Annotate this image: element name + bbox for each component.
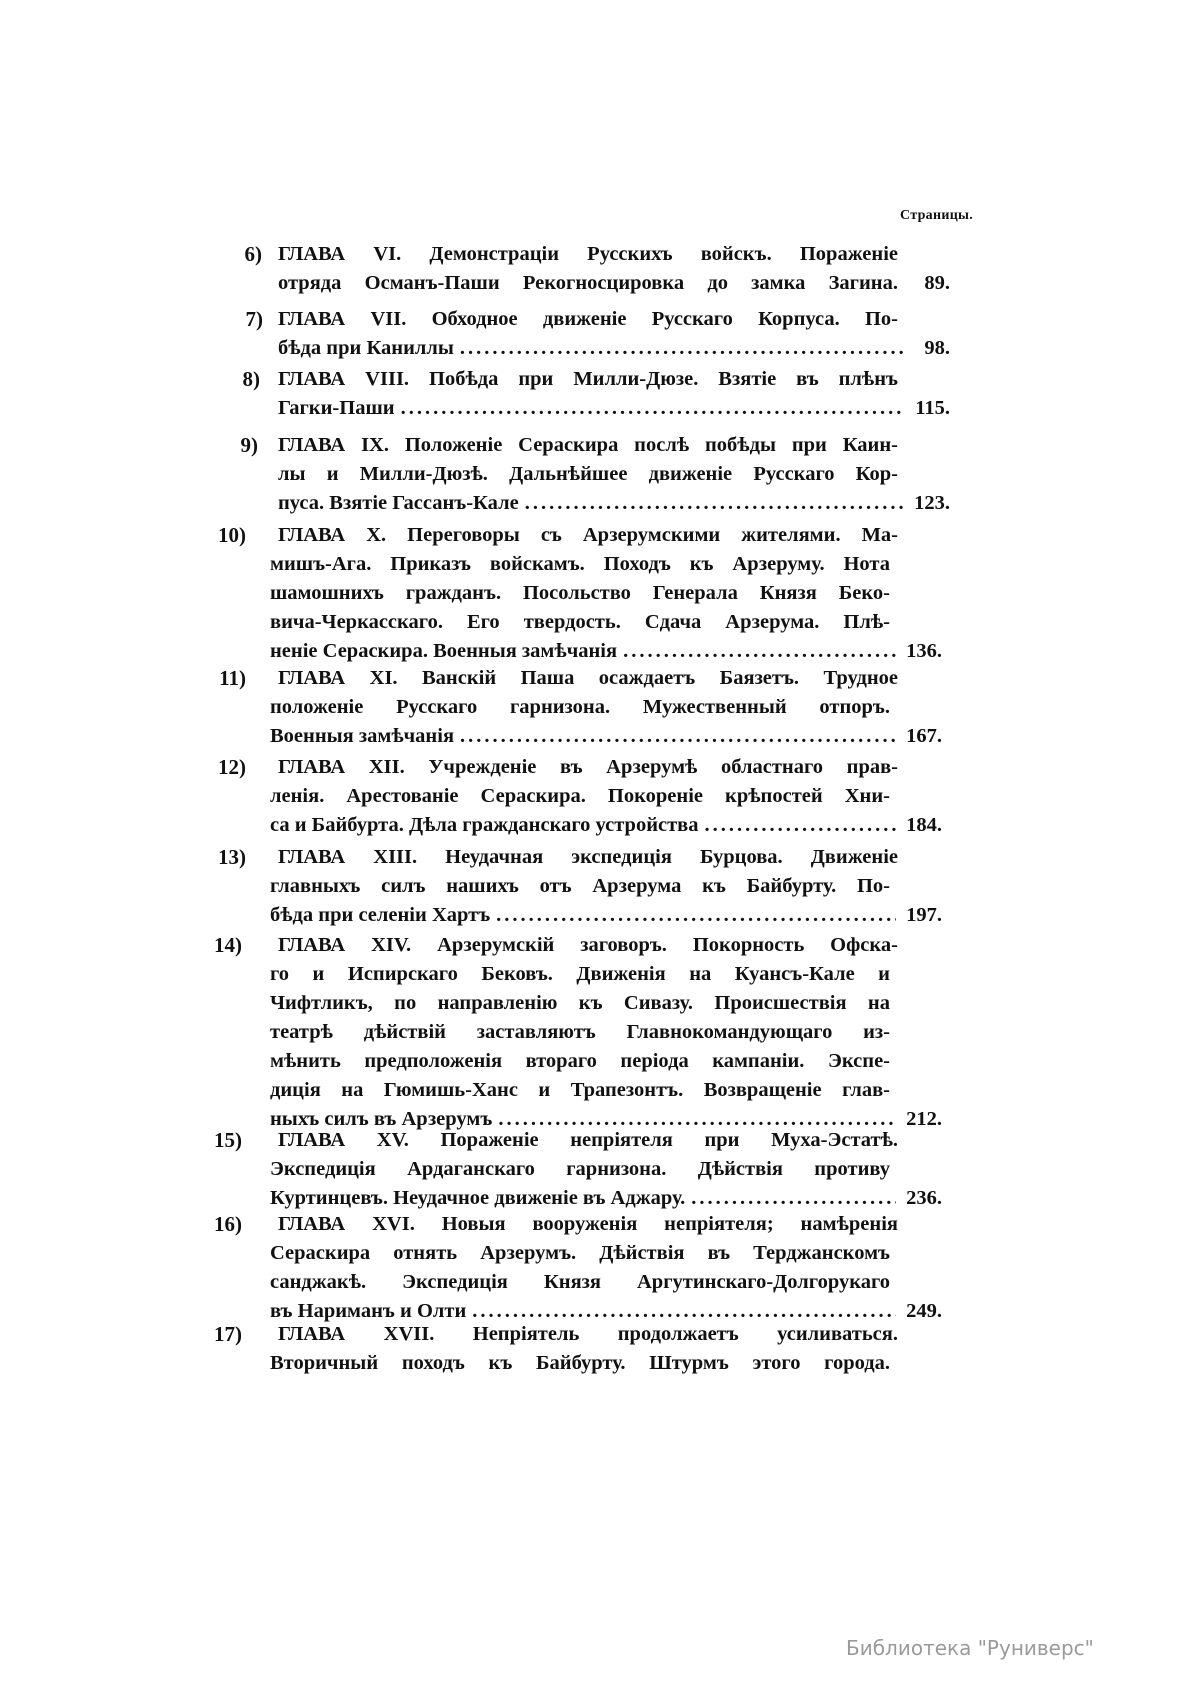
page-number: 115. [915,397,950,419]
entry-line [278,1210,950,1239]
entry-line [278,431,950,460]
entry-text: мѣнить предположенія втораго періода кампаніи. Экспе- [270,1050,890,1072]
entry-text: ГЛАВА XIII. Неудачная экспедиція Бурцова. Движеніе [278,846,898,868]
page-number: 98. [924,337,950,359]
entry-number: 15) [214,1128,242,1152]
toc-entry [218,843,950,930]
entry-line [278,521,950,550]
entry-line [270,550,950,579]
entry-number: 13) [218,845,246,869]
entry-line [270,579,950,608]
page-number: 167. [906,725,942,747]
entry-number: 12) [218,755,246,779]
page-number: 89. [924,272,950,294]
toc-entry [218,753,950,840]
toc-entry [214,1126,950,1213]
dot-leader [623,637,896,666]
entry-line [278,394,950,423]
toc-entry [219,664,950,751]
entry-number: 17) [214,1322,242,1346]
entry-text: ГЛАВА VI. Демонстраціи Русскихъ войскъ. Пораженіе [278,243,898,265]
dot-leader [401,394,904,423]
entry-line [270,693,950,722]
entry-line [270,1076,950,1105]
entry-text: ГЛАВА IX. Положеніе Сераскира послѣ побѣды при Каин- [278,434,898,456]
entry-text: ГЛАВА VII. Обходное движеніе Русскаго Корпуса. По- [278,308,898,330]
dot-leader [460,722,896,751]
page-number: 197. [906,904,942,926]
entry-line [278,305,950,334]
dot-leader [705,811,897,840]
entry-line [278,269,950,298]
entry-text: го и Испирскаго Бековъ. Движенія на Куансъ-Кале и [270,963,890,985]
entry-line [270,782,950,811]
entry-text: Гагки-Паши [278,397,395,419]
dot-leader [525,489,904,518]
entry-text: ныхъ силъ въ Арзерумъ [270,1108,493,1130]
entry-text: вича-Черкасскаго. Его твердость. Сдача Арзерума. Плѣ- [270,611,890,633]
toc-entry [214,1210,950,1326]
entry-number: 14) [214,933,242,957]
entry-line [278,753,950,782]
entry-line [270,1239,950,1268]
entry-line [278,1126,950,1155]
entry-line [270,989,950,1018]
entry-text: бѣда при селеніи Хартъ [270,904,491,926]
entry-line [270,608,950,637]
entry-line [278,460,950,489]
entry-line [270,1184,942,1213]
entry-text: театрѣ дѣйствій заставляютъ Главнокомандующаго из- [270,1021,890,1043]
entry-text: Вторичный походъ къ Байбурту. Штурмъ этого города. [270,1352,890,1374]
toc-entry [218,521,950,666]
entry-text: бѣда при Каниллы [278,337,454,359]
library-watermark: Библиотека "Руниверс" [846,1636,1094,1660]
entry-text: са и Байбурта. Дѣла гражданскаго устройства [270,814,699,836]
entry-text: положеніе Русскаго гарнизона. Мужественный отпоръ. [270,696,890,718]
toc-entry [240,305,950,363]
entry-text: ГЛАВА XVI. Новыя вооруженія непріятеля; намѣренія [278,1213,898,1235]
page-number: 212. [906,1108,942,1130]
page-number: 123. [914,492,950,514]
entry-text: ГЛАВА VIII. Побѣда при Милли-Дюзе. Взятіе въ плѣнъ [278,368,898,390]
entry-line [270,901,942,930]
entry-number: 6) [244,242,262,266]
entry-text: санджакѣ. Экспедиція Князя Аргутинскаго-Долгорукаго [270,1271,890,1293]
entry-number: 8) [242,367,260,391]
entry-number: 16) [214,1212,242,1236]
entry-text: ГЛАВА XV. Пораженіе непріятеля при Муха-Эстатѣ. [278,1129,898,1151]
entry-text: Военныя замѣчанія [270,725,455,747]
entry-line [270,1018,950,1047]
toc-entry [214,931,950,1134]
entry-line [270,722,942,751]
entry-text: диція на Гюмишь-Ханс и Трапезонтъ. Возвращеніе глав- [270,1079,890,1101]
toc-entry [240,365,950,423]
toc-entry [240,431,950,518]
entry-line [270,1155,950,1184]
entry-number: 7) [245,307,263,331]
page-number: 184. [906,814,942,836]
entry-text: ГЛАВА XII. Учрежденіе въ Арзерумѣ областнаго прав- [278,756,898,778]
entry-line [270,1268,950,1297]
page-number [904,1349,950,1378]
page-number: 136. [906,640,942,662]
entry-number: 11) [219,666,246,690]
entry-text: ГЛАВА XI. Ванскій Паша осаждаетъ Баязетъ. Трудное [278,667,898,689]
entry-text: отряда Османъ-Паши Рекогносцировка до замка Загина. [278,272,898,294]
entry-line [270,1349,950,1378]
pages-column-header: Страницы. [900,208,974,223]
entry-line [270,872,950,901]
entry-text: Сераскира отнять Арзерумъ. Дѣйствія въ Терджанскомъ [270,1242,890,1264]
entry-text: мишъ-Ага. Приказъ войскамъ. Походъ къ Арзеруму. Нота [270,553,890,575]
entry-text: пуса. Взятіе Гассанъ-Кале [278,492,519,514]
toc-entry [240,240,950,298]
entry-text: ленія. Арестованіе Сераскира. Покореніе крѣпостей Хни- [270,785,890,807]
entry-line [278,489,950,518]
page-number: 249. [906,1300,942,1322]
entry-line [278,334,950,363]
dot-leader [460,334,904,363]
entry-line [270,1047,950,1076]
entry-text: шамошнихъ гражданъ. Посольство Генерала Князя Беко- [270,582,890,604]
entry-line [270,637,942,666]
entry-line [270,960,950,989]
entry-text: ГЛАВА XIV. Арзерумскій заговоръ. Покорность Офска- [278,934,898,956]
entry-line [278,365,950,394]
entry-line [278,664,950,693]
entry-text: ГЛАВА XVII. Непріятель продолжаетъ усиливаться. [278,1323,898,1345]
entry-text: Куртинцевъ. Неудачное движеніе въ Аджару. [270,1187,686,1209]
entry-line [270,811,942,840]
entry-text: главныхъ силъ нашихъ отъ Арзерума къ Байбурту. По- [270,875,890,897]
entry-number: 9) [240,433,258,457]
entry-line [278,240,950,269]
entry-line [278,1320,950,1349]
entry-text: въ Нариманъ и Олти [270,1300,467,1322]
entry-text: Чифтликъ, по направленію къ Сивазу. Происшествія на [270,992,890,1014]
entry-text: лы и Милли-Дюзѣ. Дальнѣйшее движеніе Русскаго Кор- [278,463,898,485]
entry-line [278,843,950,872]
entry-text: неніе Сераскира. Военныя замѣчанія [270,640,618,662]
dot-leader [496,901,896,930]
entry-line [278,931,950,960]
entry-text: Экспедиція Ардаганскаго гарнизона. Дѣйствія противу [270,1158,890,1180]
page-number: 236. [906,1187,942,1209]
entry-number: 10) [218,523,246,547]
entry-text: ГЛАВА X. Переговоры съ Арзерумскими жителями. Ма- [278,524,898,546]
dot-leader [691,1184,896,1213]
toc-entry [214,1320,950,1378]
